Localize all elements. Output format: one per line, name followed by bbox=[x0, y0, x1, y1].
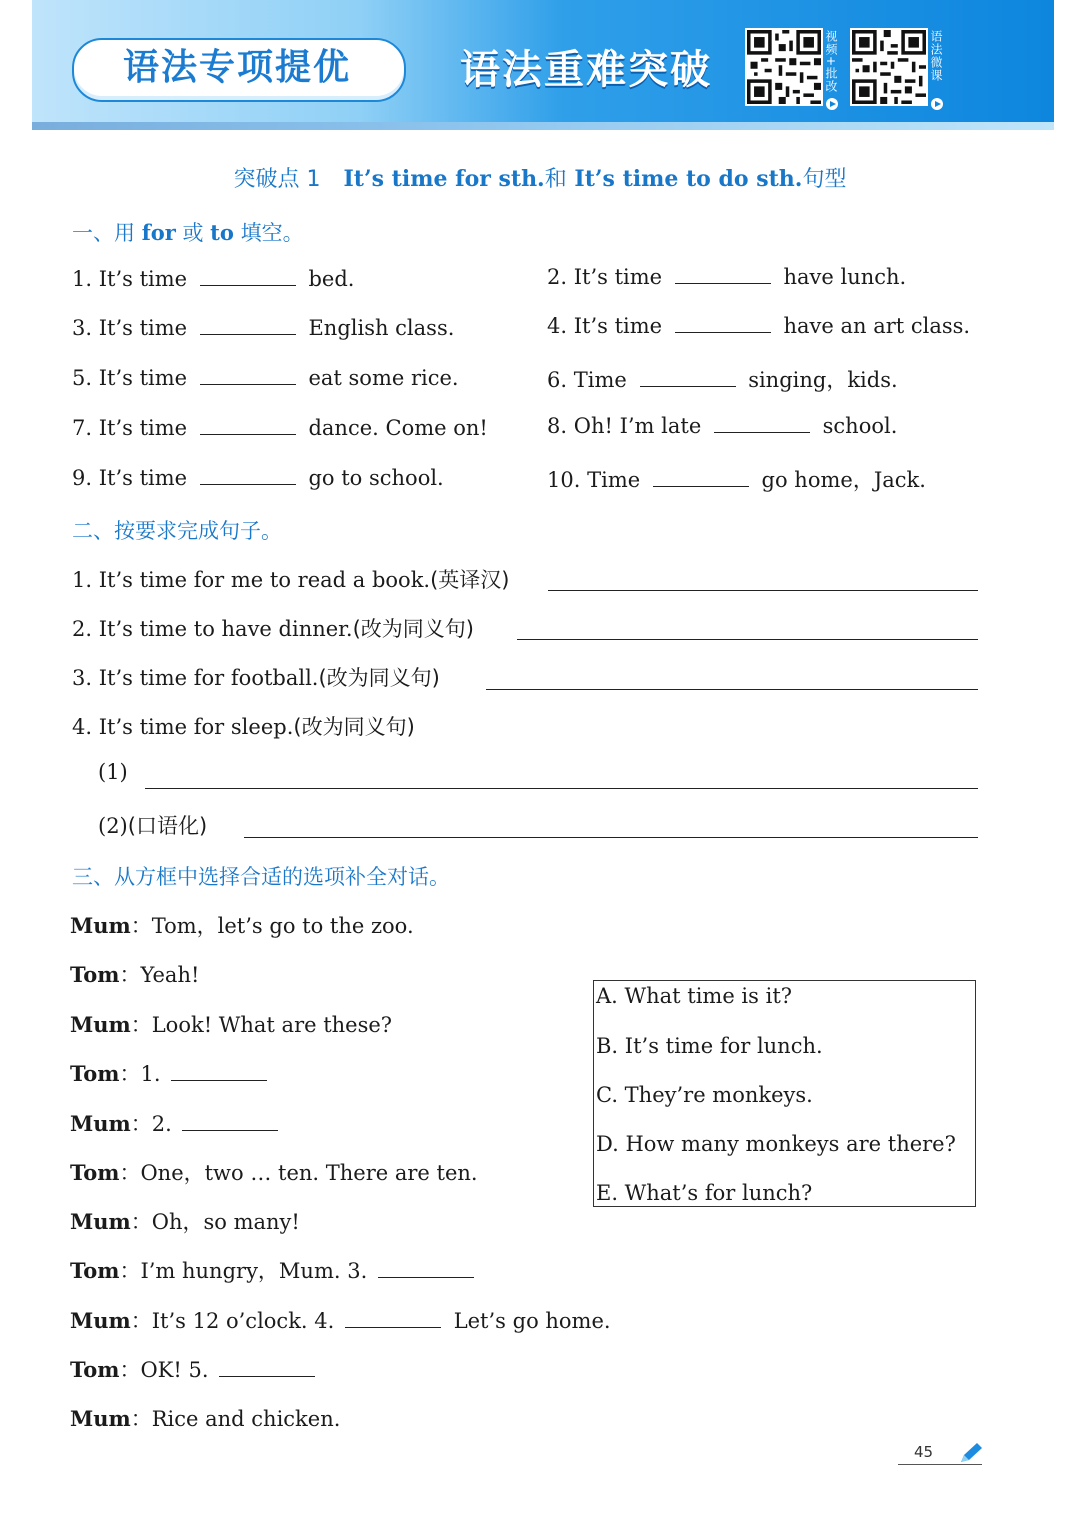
colon: ： bbox=[130, 1210, 152, 1234]
item-text: It’s time for football. bbox=[98, 666, 319, 690]
dialogue-line bbox=[70, 910, 414, 940]
colon: ： bbox=[119, 1062, 141, 1086]
topic-text-2: It’s time to do sth. bbox=[574, 166, 803, 192]
item-after: have lunch. bbox=[783, 265, 907, 289]
item-number: 2. bbox=[72, 617, 93, 641]
dialogue-line bbox=[70, 1206, 300, 1236]
item-text: It’s time for me to read a book. bbox=[98, 568, 431, 592]
dialogue-line bbox=[70, 1157, 478, 1187]
colon: ： bbox=[130, 1407, 152, 1431]
item-requirement: (英译汉) bbox=[430, 568, 510, 592]
dialogue-text: Yeah! bbox=[140, 963, 200, 987]
answer-blank[interactable] bbox=[653, 468, 749, 487]
fill-item-10 bbox=[547, 464, 926, 494]
item-number: 8. bbox=[547, 414, 568, 438]
dialogue-line bbox=[70, 1403, 340, 1433]
section1-heading-pre: 一、用 bbox=[72, 221, 135, 245]
sub-note: (口语化) bbox=[127, 814, 208, 838]
topic-and: 和 bbox=[544, 167, 567, 192]
pencil-icon bbox=[958, 1441, 984, 1465]
item-after: singing，kids. bbox=[748, 368, 898, 392]
section1-heading-to: to bbox=[210, 220, 234, 245]
dialogue-line bbox=[70, 1058, 267, 1088]
dialogue-line bbox=[70, 1354, 315, 1384]
item-number: 9. bbox=[72, 466, 93, 490]
item-requirement: (改为同义句) bbox=[293, 715, 415, 739]
qr-caption-video: 视频+批改 bbox=[824, 30, 838, 94]
dialogue-text: OK! 5. bbox=[140, 1358, 209, 1382]
fill-item-6 bbox=[547, 364, 898, 394]
qr-code-lesson[interactable] bbox=[850, 28, 928, 106]
section1-heading-for: for bbox=[141, 220, 176, 245]
speaker: Tom bbox=[70, 1357, 120, 1382]
qr-code-icon bbox=[852, 30, 926, 104]
option-a: A. What time is it? bbox=[596, 984, 793, 1008]
rewrite-item-4 bbox=[72, 711, 415, 741]
section1-heading-post: 填空。 bbox=[240, 221, 304, 245]
item-number: 5. bbox=[72, 366, 93, 390]
item-text: It’s time for sleep. bbox=[98, 715, 294, 739]
item-number: 4. bbox=[72, 715, 93, 739]
rewrite-item-1 bbox=[72, 564, 510, 594]
item-after: go to school. bbox=[308, 466, 444, 490]
colon: ： bbox=[119, 963, 141, 987]
fill-item-8 bbox=[547, 414, 897, 438]
fill-item-5 bbox=[72, 366, 459, 390]
item-after: English class. bbox=[308, 316, 455, 340]
item-after: bed. bbox=[308, 267, 355, 291]
item-before: It’s time bbox=[573, 314, 663, 338]
answer-line[interactable] bbox=[244, 837, 978, 838]
answer-blank[interactable] bbox=[200, 267, 296, 286]
item-number: 2. bbox=[547, 265, 568, 289]
item-before: Time bbox=[573, 368, 627, 392]
answer-blank[interactable] bbox=[171, 1062, 267, 1081]
section3-heading: 三、从方框中选择合适的选项补全对话。 bbox=[72, 865, 450, 889]
speaker: Tom bbox=[70, 1160, 120, 1185]
fill-item-7 bbox=[72, 416, 488, 440]
play-icon bbox=[826, 98, 838, 110]
answer-blank[interactable] bbox=[640, 368, 736, 387]
answer-blank[interactable] bbox=[200, 366, 296, 385]
speaker: Mum bbox=[70, 1406, 131, 1431]
colon: ： bbox=[119, 1259, 141, 1283]
item-requirement: (改为同义句) bbox=[318, 666, 440, 690]
item-number: 7. bbox=[72, 416, 93, 440]
answer-blank[interactable] bbox=[675, 314, 771, 333]
topic-label: 突破点 1 bbox=[233, 167, 321, 192]
speaker: Mum bbox=[70, 1111, 131, 1136]
fill-item-2 bbox=[547, 265, 906, 289]
answer-line[interactable] bbox=[548, 590, 978, 591]
answer-line[interactable] bbox=[517, 639, 978, 640]
option-b: B. It’s time for lunch. bbox=[596, 1034, 823, 1058]
fill-item-1 bbox=[72, 267, 354, 291]
item-before: It’s time bbox=[98, 366, 188, 390]
dialogue-text: It’s 12 o’clock. 4. bbox=[151, 1309, 335, 1333]
topic-suffix: 句型 bbox=[802, 167, 847, 192]
section1-heading-or: 或 bbox=[182, 221, 204, 245]
colon: ： bbox=[130, 1309, 152, 1333]
dialogue-text: Oh，so many! bbox=[151, 1210, 300, 1234]
colon: ： bbox=[130, 1112, 152, 1136]
answer-blank[interactable] bbox=[378, 1259, 474, 1278]
dialogue-line bbox=[70, 1108, 278, 1138]
section2-heading: 二、按要求完成句子。 bbox=[72, 519, 282, 543]
answer-blank[interactable] bbox=[182, 1112, 278, 1131]
dialogue-line bbox=[70, 1009, 392, 1039]
fill-item-9 bbox=[72, 466, 444, 490]
colon: ： bbox=[130, 1013, 152, 1037]
dialogue-text: Look! What are these? bbox=[151, 1013, 393, 1037]
option-d: D. How many monkeys are there? bbox=[596, 1132, 956, 1156]
topic-text: It’s time for sth. bbox=[343, 166, 545, 192]
item-after: go home，Jack. bbox=[761, 468, 926, 492]
item-after: eat some rice. bbox=[308, 366, 459, 390]
item-number: 3. bbox=[72, 666, 93, 690]
dialogue-text-after: Let’s go home. bbox=[453, 1309, 611, 1333]
dialogue-text: Rice and chicken. bbox=[151, 1407, 341, 1431]
sub-number: (2) bbox=[98, 814, 128, 838]
dialogue-text: 1. bbox=[140, 1062, 161, 1086]
rewrite-item-3 bbox=[72, 662, 440, 692]
speaker: Mum bbox=[70, 1012, 131, 1037]
option-c: C. They’re monkeys. bbox=[596, 1083, 813, 1107]
rewrite-item-2 bbox=[72, 613, 474, 643]
rewrite-sub-1: (1) bbox=[98, 760, 128, 784]
option-e: E. What’s for lunch? bbox=[596, 1181, 813, 1205]
qr-caption-lesson: 语法微课 bbox=[929, 30, 943, 82]
answer-blank[interactable] bbox=[200, 466, 296, 485]
answer-blank[interactable] bbox=[675, 265, 771, 284]
item-number: 3. bbox=[72, 316, 93, 340]
item-number: 1. bbox=[72, 267, 93, 291]
play-icon bbox=[931, 98, 943, 110]
item-before: It’s time bbox=[98, 267, 188, 291]
rewrite-sub-2 bbox=[98, 810, 207, 840]
header-title: 语法重难突破 bbox=[460, 47, 712, 93]
qr-code-video[interactable] bbox=[745, 28, 823, 106]
item-text: It’s time to have dinner. bbox=[98, 617, 353, 641]
answer-blank[interactable] bbox=[200, 316, 296, 335]
answer-line[interactable] bbox=[486, 689, 978, 690]
item-before: Time bbox=[587, 468, 641, 492]
dialogue-line bbox=[70, 1305, 611, 1335]
answer-line[interactable] bbox=[145, 788, 978, 789]
item-before: It’s time bbox=[98, 316, 188, 340]
item-number: 10. bbox=[547, 468, 581, 492]
speaker: Tom bbox=[70, 1258, 120, 1283]
item-number: 4. bbox=[547, 314, 568, 338]
speaker: Tom bbox=[70, 1061, 120, 1086]
topic-heading bbox=[0, 162, 1080, 193]
item-after: have an art class. bbox=[783, 314, 971, 338]
dialogue-text: Tom，let’s go to the zoo. bbox=[151, 914, 414, 938]
fill-item-4 bbox=[547, 314, 970, 338]
item-number: 6. bbox=[547, 368, 568, 392]
item-number: 1. bbox=[72, 568, 93, 592]
item-after: school. bbox=[822, 414, 898, 438]
dialogue-text: I’m hungry，Mum. 3. bbox=[140, 1259, 368, 1283]
dialogue-line bbox=[70, 1255, 474, 1285]
answer-blank[interactable] bbox=[714, 414, 810, 433]
page-number: 45 bbox=[914, 1443, 934, 1461]
header-badge: 语法专项提优 bbox=[122, 47, 351, 88]
item-requirement: (改为同义句) bbox=[352, 617, 474, 641]
item-before: It’s time bbox=[98, 466, 188, 490]
dialogue-text: One，two … ten. There are ten. bbox=[140, 1161, 478, 1185]
section1-heading bbox=[72, 217, 304, 247]
speaker: Mum bbox=[70, 1209, 131, 1234]
colon: ： bbox=[119, 1358, 141, 1382]
dialogue-line bbox=[70, 959, 199, 989]
dialogue-text: 2. bbox=[151, 1112, 172, 1136]
answer-blank[interactable] bbox=[345, 1309, 441, 1328]
qr-code-icon bbox=[747, 30, 821, 104]
colon: ： bbox=[130, 914, 152, 938]
colon: ： bbox=[119, 1161, 141, 1185]
fill-item-3 bbox=[72, 316, 454, 340]
speaker: Mum bbox=[70, 1308, 131, 1333]
speaker: Mum bbox=[70, 913, 131, 938]
item-before: It’s time bbox=[98, 416, 188, 440]
item-before: It’s time bbox=[573, 265, 663, 289]
answer-blank[interactable] bbox=[200, 416, 296, 435]
item-after: dance. Come on! bbox=[308, 416, 488, 440]
speaker: Tom bbox=[70, 962, 120, 987]
answer-blank[interactable] bbox=[219, 1358, 315, 1377]
header-banner-edge bbox=[32, 122, 1054, 130]
item-before: Oh! I’m late bbox=[573, 414, 702, 438]
